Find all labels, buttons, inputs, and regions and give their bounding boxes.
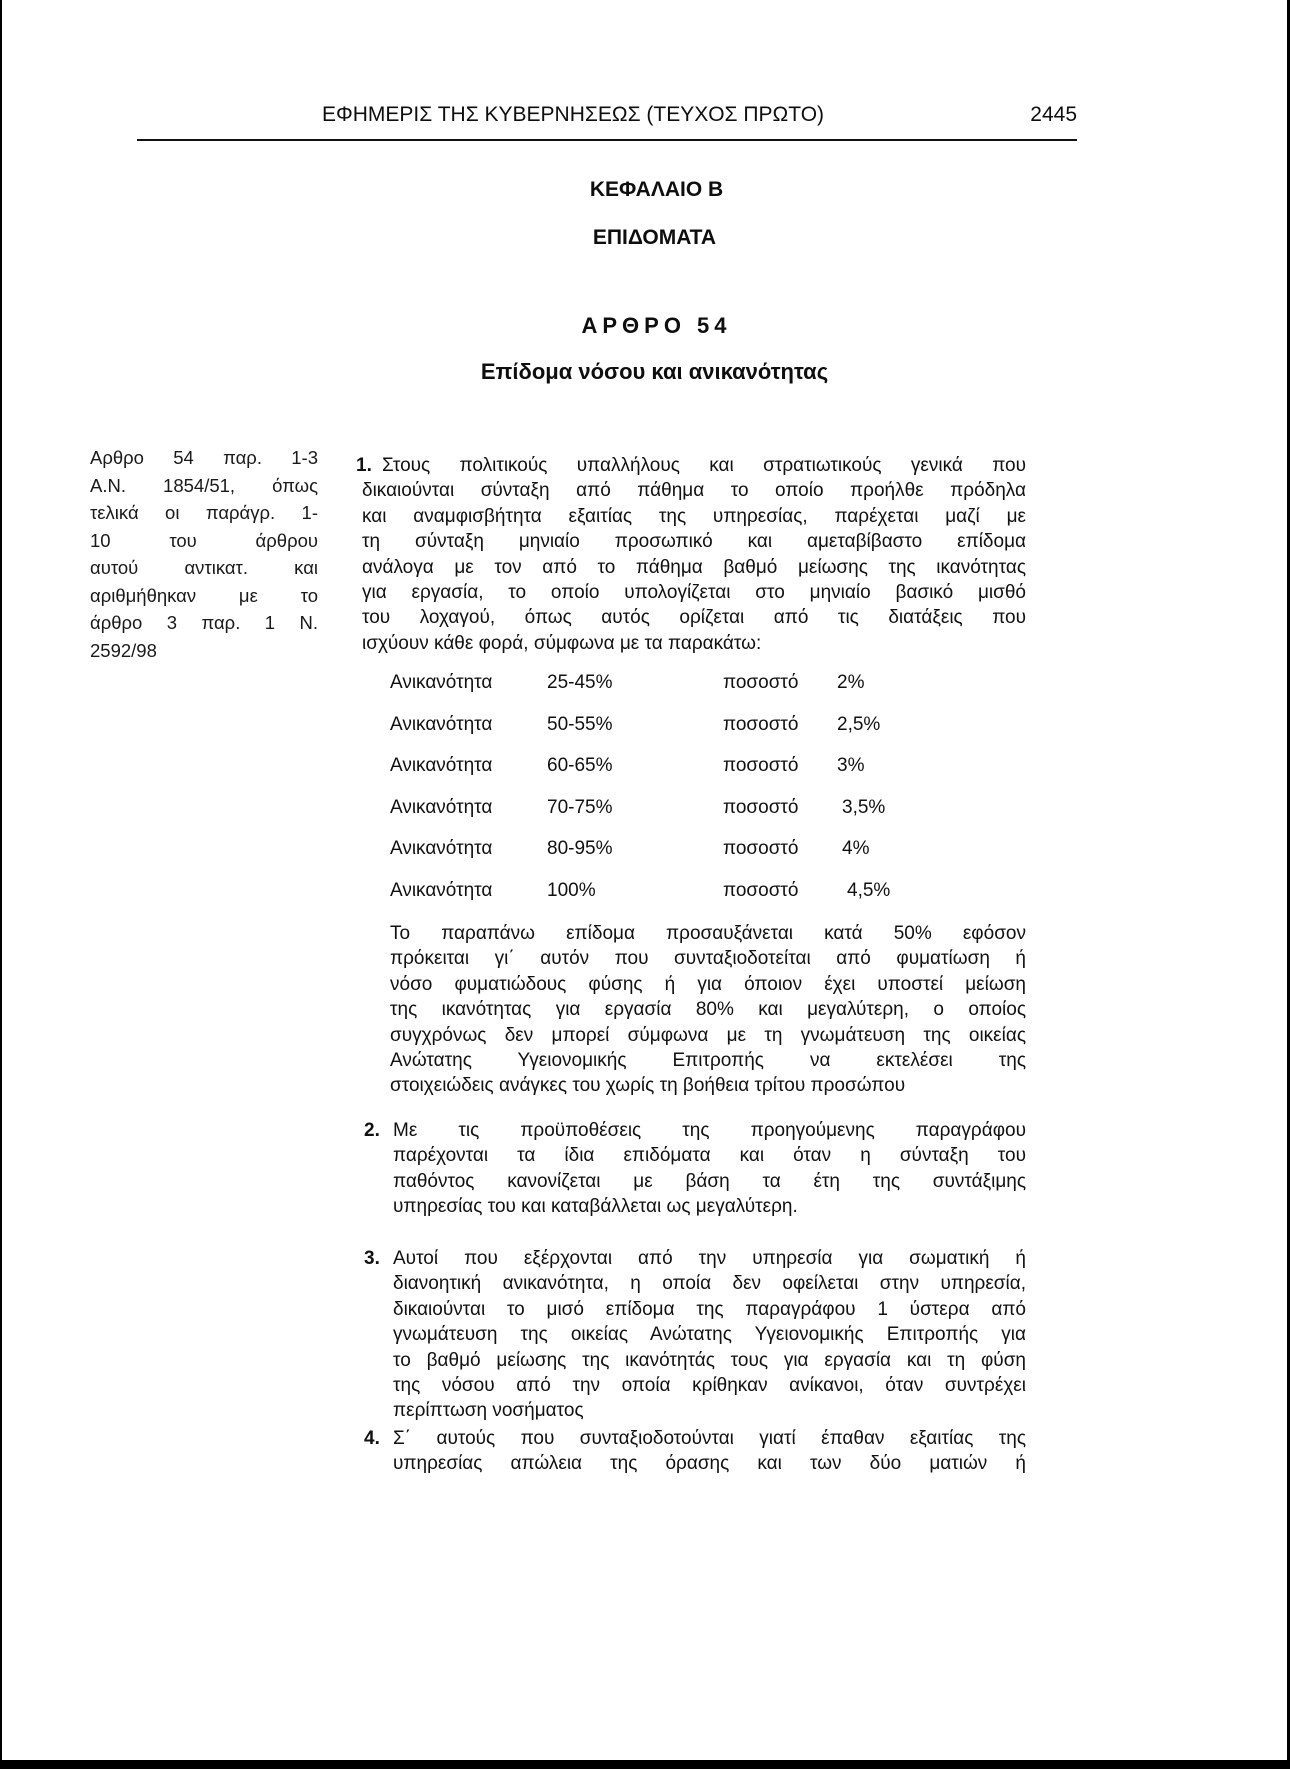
paragraph-line: ανάλογα με τον από το πάθημα βαθμό μείωσης της ικανότητας xyxy=(362,556,1026,578)
rate-range: 25-45% xyxy=(547,672,613,693)
rate-range: 100% xyxy=(547,879,596,901)
paragraph-line: διανοητική ανικανότητα, η οποία δεν οφείλεται στην υπηρεσία, xyxy=(393,1273,1026,1295)
paragraph-number: 3. xyxy=(364,1248,380,1269)
paragraph-line: υπηρεσίας του και καταβάλλεται ως μεγαλύτερη. xyxy=(393,1196,798,1218)
rate-row xyxy=(390,672,910,714)
rate-word: ποσοστό xyxy=(723,713,799,735)
paragraph-line: της ικανότητας για εργασία 80% και μεγαλύτερη, ο οποίος xyxy=(390,999,1026,1021)
paragraph-3 xyxy=(364,1246,1026,1424)
paragraph-line: Το παραπάνω επίδομα προσαυξάνεται κατά 50% εφόσον xyxy=(390,923,1026,944)
header-rule xyxy=(137,139,1077,141)
rate-label: Ανικανότητα xyxy=(390,796,493,818)
rate-label: Ανικανότητα xyxy=(390,755,493,777)
paragraph-line: νόσο φυματιώδους φύσης ή για όποιον έχει υποστεί μείωση xyxy=(390,973,1026,995)
rate-label: Ανικανότητα xyxy=(390,672,493,693)
paragraph-line: πρόκειται γι΄ αυτόν που συνταξιοδοτείται από φυματίωση ή xyxy=(390,948,1026,970)
rate-percentage: 3,5% xyxy=(842,796,886,818)
rate-row xyxy=(390,797,910,839)
paragraph-number: 4. xyxy=(364,1428,380,1449)
rate-range: 80-95% xyxy=(547,838,613,860)
paragraph-line: και αναμφισβήτητα εξαιτίας της υπηρεσίας, παρέχεται μαζί με xyxy=(362,505,1026,527)
rate-row xyxy=(390,880,910,922)
rate-row xyxy=(390,755,910,797)
paragraph-line: Με τις προϋποθέσεις της προηγούμενης παραγράφου xyxy=(393,1120,1026,1141)
paragraph-line: της νόσου από την οποία κρίθηκαν ανίκανοι, όταν συντρέχει xyxy=(393,1375,1026,1397)
paragraph-number: 2. xyxy=(364,1120,380,1141)
margin-note-line: 2592/98 xyxy=(90,639,157,661)
paragraph-line: Ανώτατης Υγειονομικής Επιτροπής να εκτελέσει της xyxy=(390,1050,1026,1072)
paragraph-line: του λοχαγού, όπως αυτός ορίζεται από τις διατάξεις που xyxy=(362,607,1026,629)
paragraph-line: τη σύνταξη μηνιαίο προσωπικό και αμεταβίβαστο επίδομα xyxy=(362,531,1026,553)
margin-note-line: Αρθρο 54 παρ. 1-3 xyxy=(90,447,318,468)
paragraph-number: 1. xyxy=(356,455,372,476)
paragraph-line: δικαιούνται σύνταξη από πάθημα το οποίο προήλθε πρόδηλα xyxy=(362,480,1026,502)
margin-note-line: τελικά οι παράγρ. 1- xyxy=(90,502,318,523)
rate-range: 70-75% xyxy=(547,796,613,818)
article-title: Επίδομα νόσου και ανικανότητας xyxy=(480,359,829,384)
margin-note-line: 10 του άρθρου xyxy=(90,529,318,551)
rate-percentage: 4% xyxy=(842,838,870,860)
paragraph-increase xyxy=(390,921,1026,1099)
rate-word: ποσοστό xyxy=(723,672,799,693)
rate-label: Ανικανότητα xyxy=(390,713,493,735)
article-heading: ΑΡΘΡΟ 54 xyxy=(581,313,732,338)
paragraph-line: παρέχονται τα ίδια επιδόματα και όταν η σύνταξη του xyxy=(393,1145,1026,1167)
paragraph-line: Στους πολιτικούς υπαλλήλους και στρατιωτικούς γενικά που xyxy=(382,455,1026,476)
page-header xyxy=(137,103,1077,137)
document-page xyxy=(2,0,1287,1760)
paragraph-line: παθόντος κανονίζεται με βάση τα έτη της συντάξιμης xyxy=(393,1170,1026,1192)
rate-percentage: 2% xyxy=(837,672,865,693)
chapter-heading: ΚΕΦΑΛΑΙΟ Β xyxy=(589,178,724,201)
paragraph-line: γνωμάτευση της οικείας Ανώτατης Υγειονομικής Επιτροπής για xyxy=(393,1324,1026,1346)
incapacity-rates-table xyxy=(390,672,910,922)
rate-row xyxy=(390,714,910,756)
margin-note-line: Α.Ν. 1854/51, όπως xyxy=(90,474,318,496)
margin-note-line: αριθμήθηκαν με το xyxy=(90,584,318,606)
rate-label: Ανικανότητα xyxy=(390,879,493,901)
rate-row xyxy=(390,838,910,880)
paragraph-line: Αυτοί που εξέρχονται από την υπηρεσία για σωματική ή xyxy=(393,1248,1026,1269)
rate-range: 50-55% xyxy=(547,713,613,735)
page-number: 2445 xyxy=(1030,103,1077,126)
rate-label: Ανικανότητα xyxy=(390,838,493,860)
rate-range: 60-65% xyxy=(547,755,613,777)
paragraph-line: στοιχειώδεις ανάγκες του χωρίς τη βοήθεια τρίτου προσώπου xyxy=(390,1075,906,1097)
gazette-title: ΕΦΗΜΕΡΙΣ ΤΗΣ ΚΥΒΕΡΝΗΣΕΩΣ (ΤΕΥΧΟΣ ΠΡΩΤΟ) xyxy=(322,103,825,126)
paragraph-line: το βαθμό μείωσης της ικανότητάς τους για εργασία και τη φύση xyxy=(393,1349,1026,1371)
rate-word: ποσοστό xyxy=(723,755,799,777)
paragraph-line: ισχύουν κάθε φορά, σύμφωνα με τα παρακάτω: xyxy=(362,632,762,654)
margin-note xyxy=(90,444,318,664)
rate-word: ποσοστό xyxy=(723,838,799,860)
paragraph-4 xyxy=(364,1426,1026,1477)
rate-percentage: 4,5% xyxy=(847,879,891,901)
paragraph-line: περίπτωση νοσήματος xyxy=(393,1400,584,1422)
paragraph-1 xyxy=(356,453,1026,656)
rate-word: ποσοστό xyxy=(723,879,799,901)
paragraph-2 xyxy=(364,1118,1026,1220)
margin-note-line: αυτού αντικατ. και xyxy=(90,557,318,578)
paragraph-line: υπηρεσίας απώλεια της όρασης και των δύο ματιών ή xyxy=(393,1453,1026,1475)
section-heading: ΕΠΙΔΟΜΑΤΑ xyxy=(592,226,717,249)
paragraph-line: Σ΄ αυτούς που συνταξιοδοτούνται γιατί έπαθαν εξαιτίας της xyxy=(393,1428,1026,1449)
paragraph-line: συγχρόνως δεν μπορεί σύμφωνα με τη γνωμάτευση της οικείας xyxy=(390,1024,1026,1046)
rate-percentage: 2,5% xyxy=(837,713,881,735)
rate-word: ποσοστό xyxy=(723,796,799,818)
paragraph-line: για εργασία, το οποίο υπολογίζεται στο μηνιαίο βασικό μισθό xyxy=(362,582,1026,604)
rate-percentage: 3% xyxy=(837,755,865,777)
paragraph-line: δικαιούνται το μισό επίδομα της παραγράφου 1 ύστερα από xyxy=(393,1298,1026,1320)
margin-note-line: άρθρο 3 παρ. 1 Ν. xyxy=(90,612,318,633)
